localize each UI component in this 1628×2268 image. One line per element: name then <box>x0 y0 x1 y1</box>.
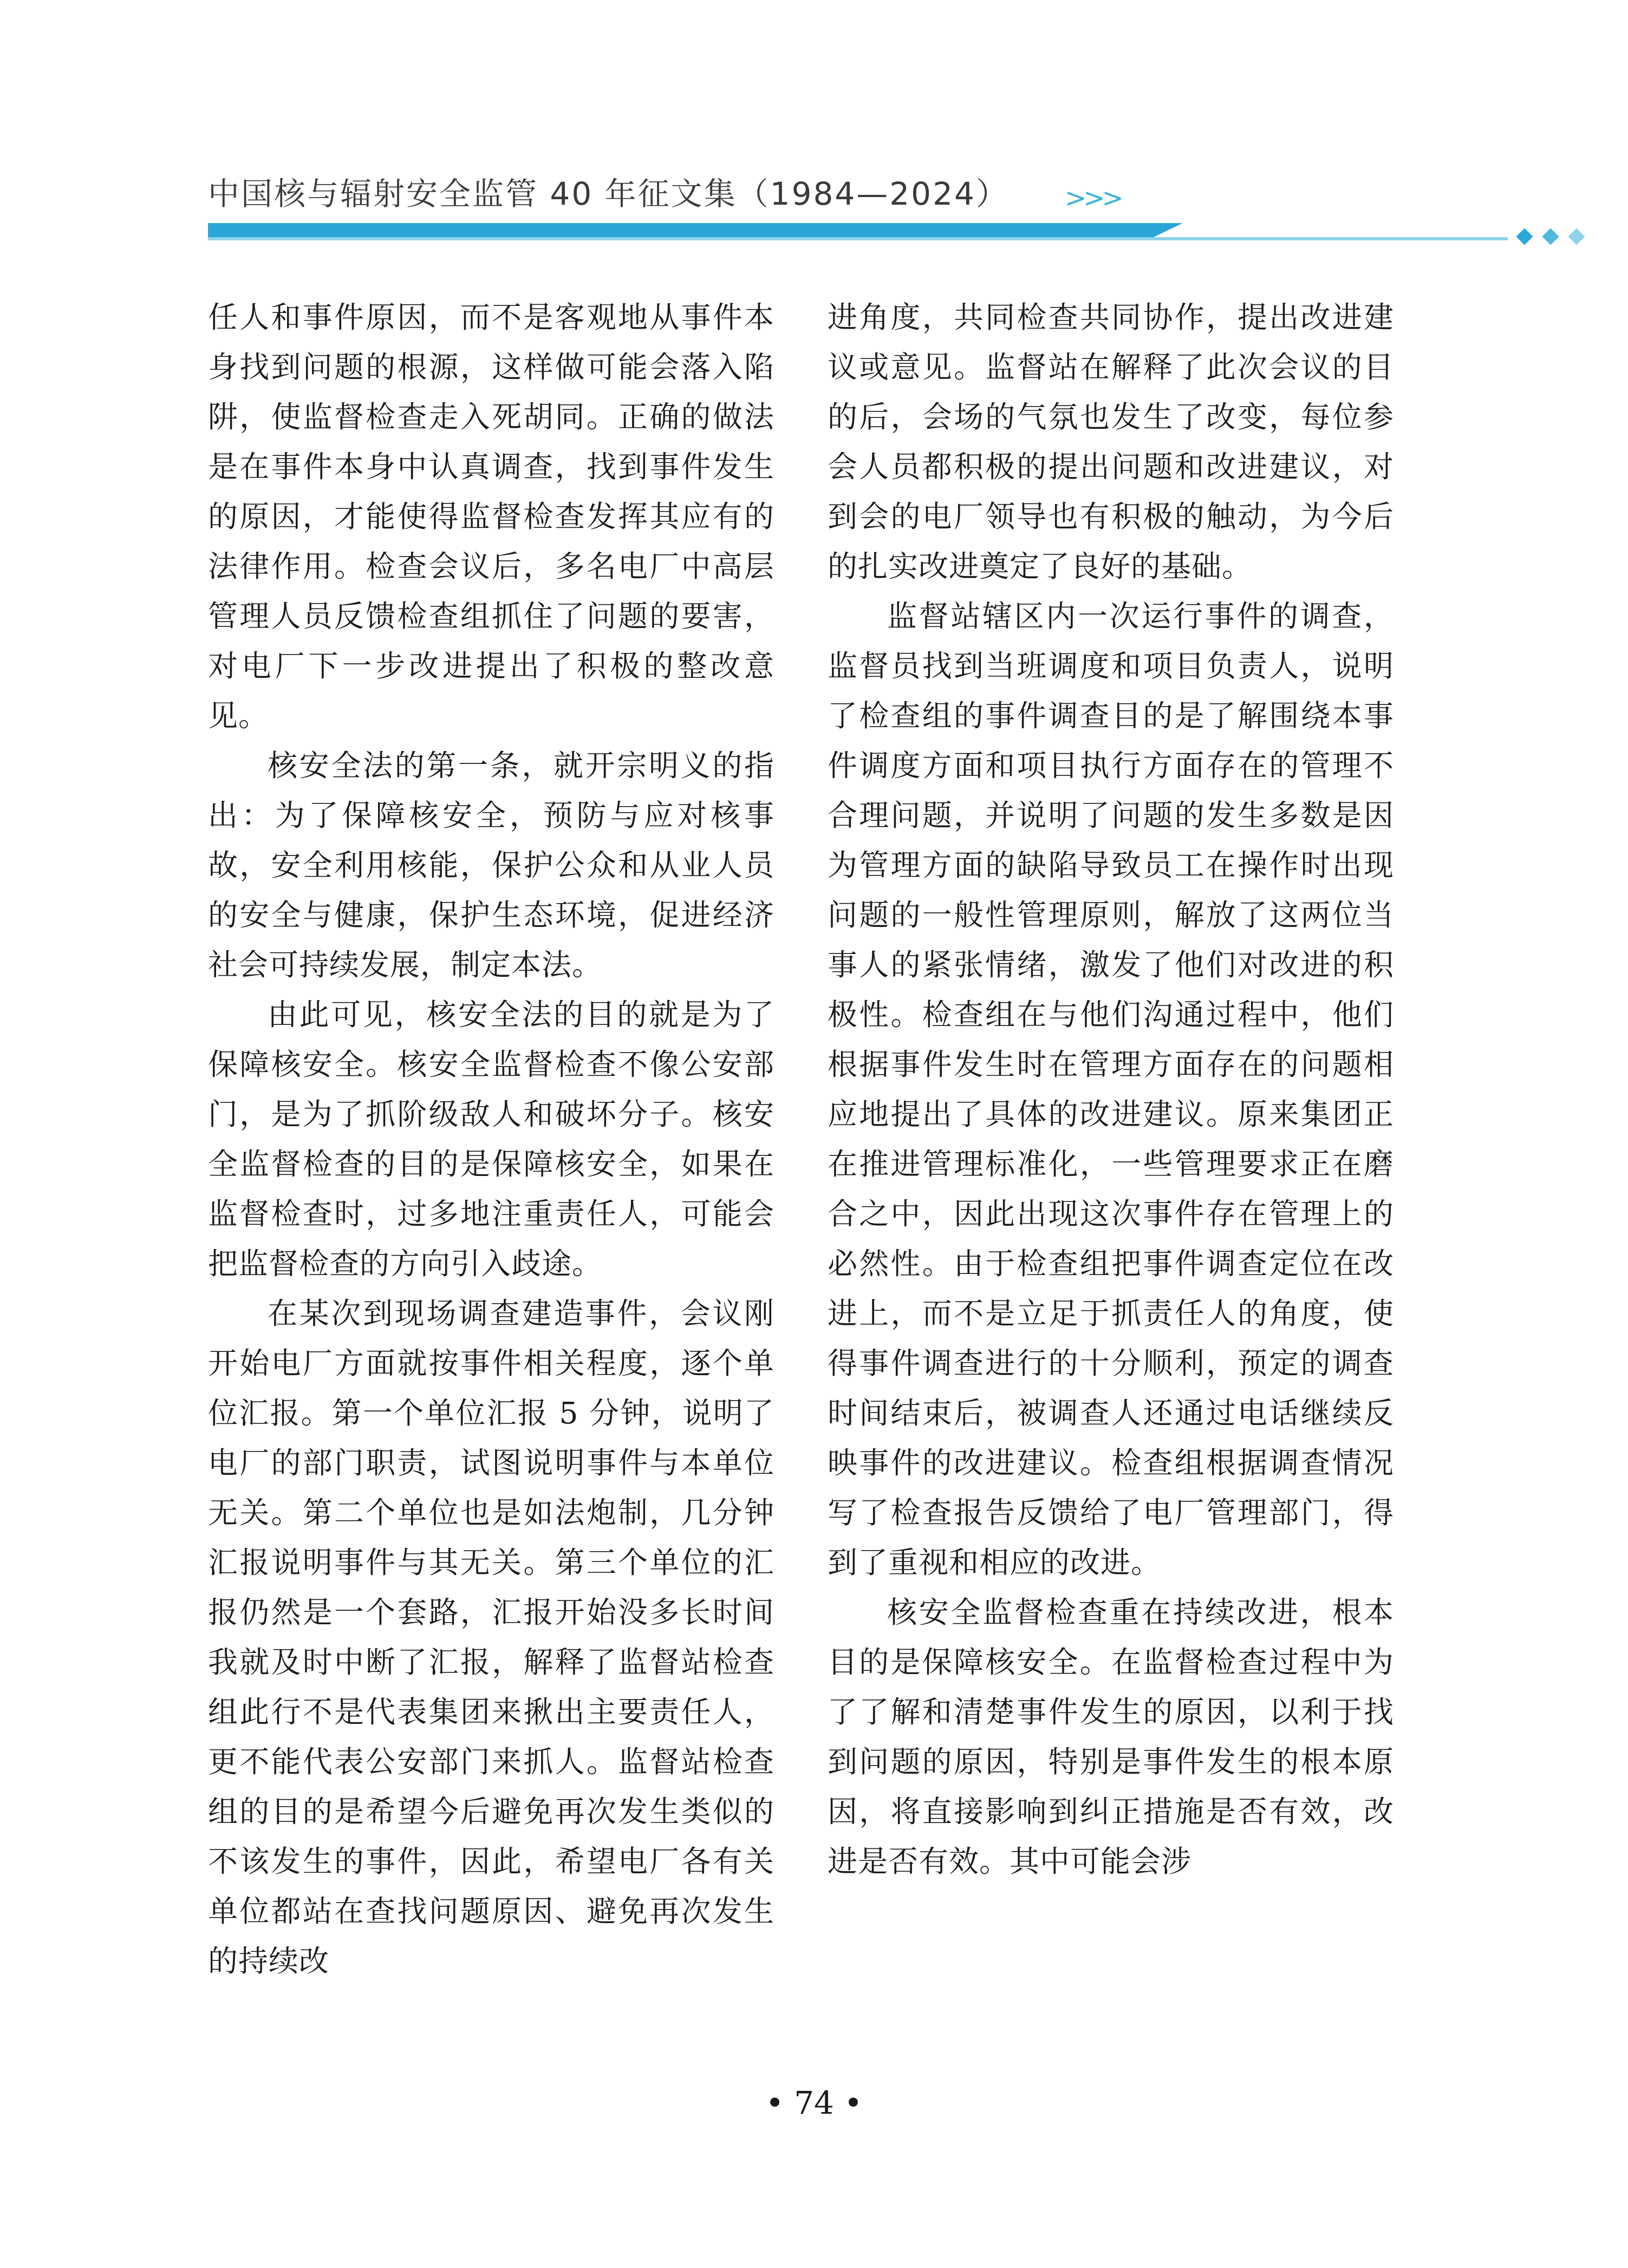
paragraph: 进角度，共同检查共同协作，提出改进建议或意见。监督站在解释了此次会议的目的后，会场的气氛也发生了改变，每位参会人员都积极的提出问题和改进建议，对到会的电厂领导也有积极的触动，为今后的扎实改进奠定了良好的基础。 <box>828 300 1394 584</box>
decorative-diamonds <box>1519 226 1627 248</box>
diamond-icon <box>1516 228 1533 245</box>
paragraph: 核安全监督检查重在持续改进，根本目的是保障核安全。在监督检查过程中为了了解和清楚事件发生的原因，以利于找到问题的原因，特别是事件发生的根本原因，将直接影响到纠正措施是否有效，改进是否有效。其中可能会涉 <box>828 1595 1394 1879</box>
left-column <box>208 292 774 1986</box>
header-rule <box>208 223 1183 237</box>
diamond-icon <box>1542 228 1559 245</box>
paragraph: 任人和事件原因，而不是客观地从事件本身找到问题的根源，这样做可能会落入陷阱，使监督检查走入死胡同。正确的做法是在事件本身中认真调查，找到事件发生的原因，才能使得监督检查发挥其应有的法律作用。检查会议后，多名电厂中高层管理人员反馈检查组抓住了问题的要害，对电厂下一步改进提出了积极的整改意见。 <box>208 300 774 733</box>
paragraph: 由此可见，核安全法的目的就是为了保障核安全。核安全监督检查不像公安部门，是为了抓阶级敌人和破坏分子。核安全监督检查的目的是保障核安全，如果在监督检查时，过多地注重责任人，可能会把监督检查的方向引入歧途。 <box>208 997 774 1281</box>
running-header <box>208 172 1421 259</box>
header-title: 中国核与辐射安全监管 40 年征文集（1984—2024） <box>208 175 1009 212</box>
paragraph: 核安全法的第一条，就开宗明义的指出：为了保障核安全，预防与应对核事故，安全利用核能，保护公众和从业人员的安全与健康，保护生态环境，促进经济社会可持续发展，制定本法。 <box>208 748 774 982</box>
paragraph: 在某次到现场调查建造事件，会议刚开始电厂方面就按事件相关程度，逐个单位汇报。第一个单位汇报 5 分钟，说明了电厂的部门职责，试图说明事件与本单位无关。第二个单位也是如法炮制，几分钟汇报说明事件与其无关。第三个单位的汇报仍然是一个套路，汇报开始没多长时间我就及时中断了汇报，解释了监督站检查组此行不是代表集团来揪出主要责任人，更不能代表公安部门来抓人。监督站检查组的目的是希望今后避免再次发生类似的不该发生的事件，因此，希望电厂各有关单位都站在查找问题原因、避免再次发生的持续改 <box>208 1296 774 1978</box>
right-column <box>828 292 1394 1886</box>
diamond-icon <box>1568 228 1585 245</box>
chevron-right-icon: >>> <box>1065 183 1121 213</box>
header-rule-light <box>208 237 1508 240</box>
page-number: • 74 • <box>765 2084 863 2121</box>
paragraph: 监督站辖区内一次运行事件的调查，监督员找到当班调度和项目负责人，说明了检查组的事件调查目的是了解围绕本事件调度方面和项目执行方面存在的管理不合理问题，并说明了问题的发生多数是因为管理方面的缺陷导致员工在操作时出现问题的一般性管理原则，解放了这两位当事人的紧张情绪，激发了他们对改进的积极性。检查组在与他们沟通过程中，他们根据事件发生时在管理方面存在的问题相应地提出了具体的改进建议。原来集团正在推进管理标准化，一些管理要求正在磨合之中，因此出现这次事件存在管理上的必然性。由于检查组把事件调查定位在改进上，而不是立足于抓责任人的角度，使得事件调查进行的十分顺利，预定的调查时间结束后，被调查人还通过电话继续反映事件的改进建议。检查组根据调查情况写了检查报告反馈给了电厂管理部门，得到了重视和相应的改进。 <box>828 599 1394 1580</box>
